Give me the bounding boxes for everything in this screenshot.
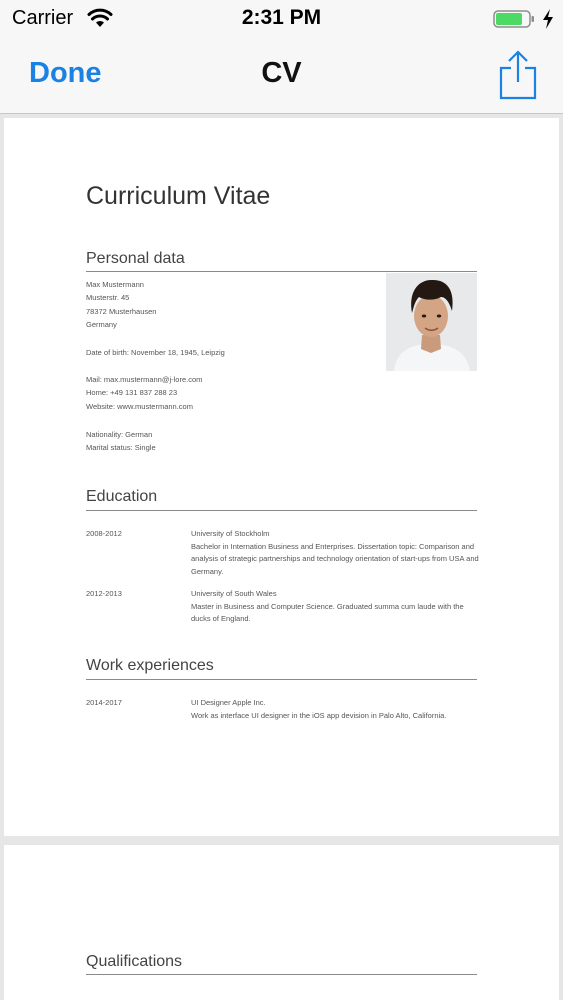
work-entry xyxy=(191,697,483,722)
personal-home-phone: Home: +49 131 837 288 23 xyxy=(86,388,178,397)
personal-mail: Mail: max.mustermann@j-lore.com xyxy=(86,375,203,384)
personal-website: Website: www.mustermann.com xyxy=(86,402,193,411)
work-description: Work as interface UI designer in the iOS app devision in Palo Alto, California. xyxy=(191,710,447,720)
nav-title: CV xyxy=(261,57,302,89)
section-heading-work: Work experiences xyxy=(86,657,214,674)
section-divider xyxy=(86,271,477,272)
education-date: 2012-2013 xyxy=(86,589,122,598)
personal-country: Germany xyxy=(86,320,117,329)
education-institution: University of Stockholm xyxy=(191,529,270,538)
personal-marital-status: Marital status: Single xyxy=(86,443,156,452)
section-divider xyxy=(86,510,477,511)
section-divider xyxy=(86,974,477,975)
share-icon[interactable] xyxy=(496,48,540,102)
carrier-label: Carrier xyxy=(12,7,74,29)
document-page-2[interactable] xyxy=(4,845,559,1000)
personal-name: Max Mustermann xyxy=(86,280,144,289)
charging-bolt-icon xyxy=(541,8,555,30)
section-heading-education: Education xyxy=(86,488,158,505)
section-divider xyxy=(86,679,477,680)
status-time: 2:31 PM xyxy=(241,6,322,29)
education-description: Bachelor in Internation Business and Enterprises. Dissertation topic: Comparison and analysis of strategic partnerships and technology orientation of start-ups from USA and Germany. xyxy=(191,541,479,576)
status-bar xyxy=(0,0,563,38)
section-heading-personal: Personal data xyxy=(86,250,185,267)
education-entry xyxy=(191,528,483,578)
document-page-1[interactable] xyxy=(4,118,559,836)
personal-nationality: Nationality: German xyxy=(86,430,153,439)
navigation-bar xyxy=(0,38,563,114)
education-description: Master in Business and Computer Science. Graduated summa cum laude with the ducks of England. xyxy=(191,601,464,623)
section-heading-qualifications: Qualifications xyxy=(86,953,183,970)
personal-city: 78372 Musterhausen xyxy=(86,307,157,316)
document-title: Curriculum Vitae xyxy=(86,182,271,210)
work-date: 2014-2017 xyxy=(86,698,122,707)
education-entry xyxy=(191,588,483,626)
education-institution: University of South Wales xyxy=(191,589,277,598)
education-date: 2008-2012 xyxy=(86,529,122,538)
battery-icon xyxy=(493,10,535,28)
done-button[interactable]: Done xyxy=(29,57,102,89)
personal-birth: Date of birth: November 18, 1945, Leipzig xyxy=(86,348,225,357)
work-company: UI Designer Apple Inc. xyxy=(191,698,266,707)
personal-street: Musterstr. 45 xyxy=(86,293,130,302)
profile-photo xyxy=(386,273,477,371)
